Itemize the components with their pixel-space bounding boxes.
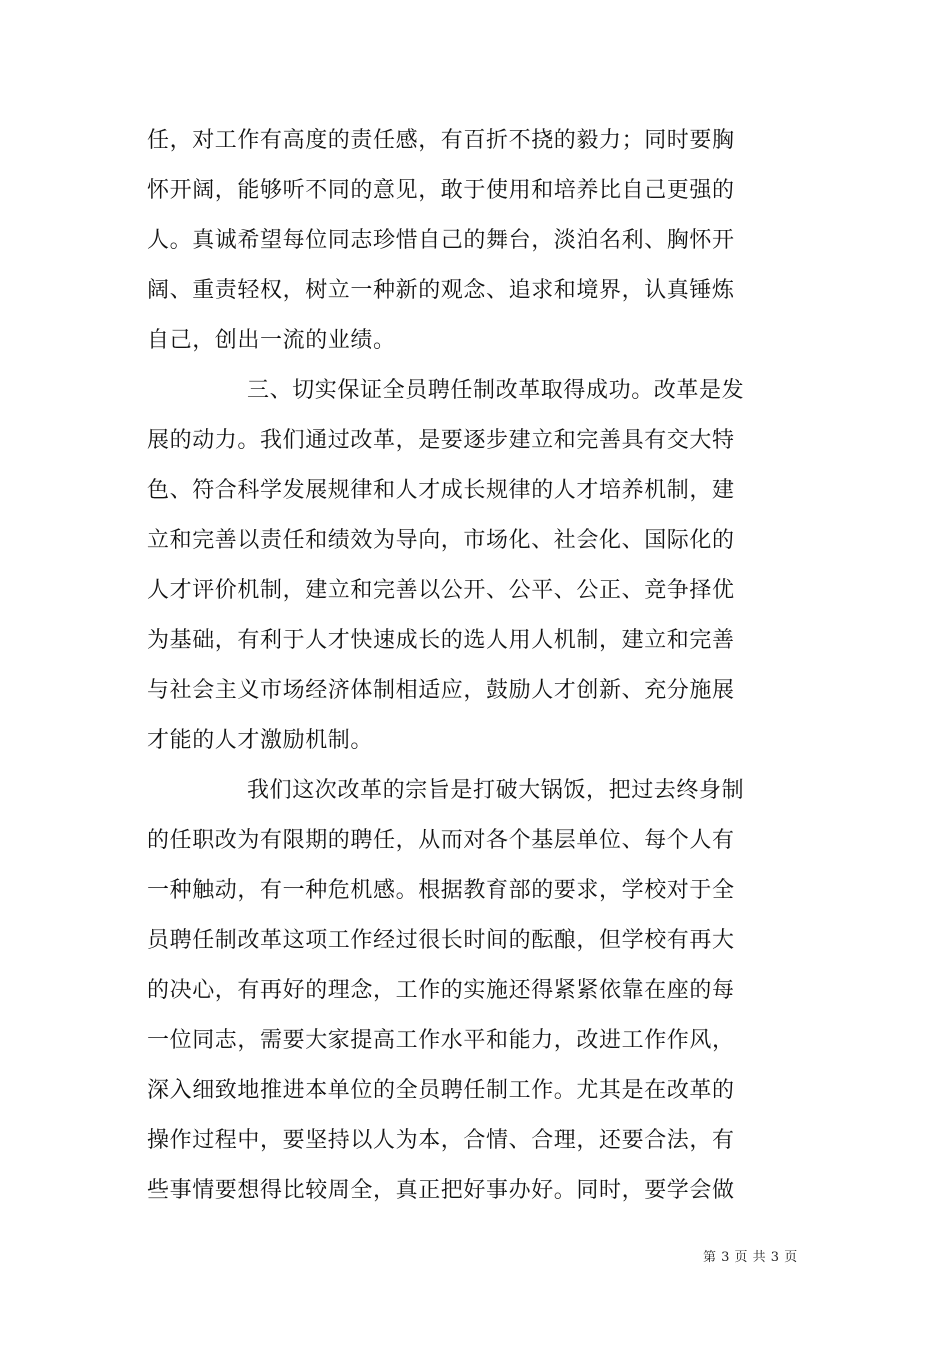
text-line: 些事情要想得比较周全，真正把好事办好。同时，要学会做 (147, 1178, 735, 1203)
text-line: 员聘任制改革这项工作经过很长时间的酝酿，但学校有再大 (147, 928, 735, 953)
text-line: 深入细致地推进本单位的全员聘任制工作。尤其是在改革的 (147, 1078, 735, 1103)
text-line: 人。真诚希望每位同志珍惜自己的舞台，淡泊名利、胸怀开 (147, 228, 735, 253)
text-line: 为基础，有利于人才快速成长的选人用人机制，建立和完善 (147, 628, 735, 653)
page-number-footer: 第 3 页 共 3 页 (703, 1250, 798, 1265)
text-line: 阔、重责轻权，树立一种新的观念、追求和境界，认真锤炼 (147, 278, 735, 303)
paragraph-start-line: 我们这次改革的宗旨是打破大锅饭，把过去终身制 (247, 778, 745, 803)
paragraph-start-line: 三、切实保证全员聘任制改革取得成功。改革是发 (247, 378, 745, 403)
text-line: 与社会主义市场经济体制相适应，鼓励人才创新、充分施展 (147, 678, 735, 703)
text-line: 一种触动，有一种危机感。根据教育部的要求，学校对于全 (147, 878, 735, 903)
text-line: 操作过程中，要坚持以人为本，合情、合理，还要合法，有 (147, 1128, 735, 1153)
text-line: 色、符合科学发展规律和人才成长规律的人才培养机制，建 (147, 478, 735, 503)
text-line: 才能的人才激励机制。 (147, 728, 374, 753)
text-line: 任，对工作有高度的责任感，有百折不挠的毅力；同时要胸 (147, 128, 735, 153)
text-line: 一位同志，需要大家提高工作水平和能力，改进工作作风， (147, 1028, 735, 1053)
text-line: 展的动力。我们通过改革，是要逐步建立和完善具有交大特 (147, 428, 735, 453)
text-line: 自己，创出一流的业绩。 (147, 328, 396, 353)
text-line: 人才评价机制，建立和完善以公开、公平、公正、竞争择优 (147, 578, 735, 603)
text-line: 立和完善以责任和绩效为导向，市场化、社会化、国际化的 (147, 528, 735, 553)
text-line: 的决心，有再好的理念，工作的实施还得紧紧依靠在座的每 (147, 978, 735, 1003)
text-line: 怀开阔，能够听不同的意见，敢于使用和培养比自己更强的 (147, 178, 735, 203)
text-line: 的任职改为有限期的聘任，从而对各个基层单位、每个人有 (147, 828, 735, 853)
